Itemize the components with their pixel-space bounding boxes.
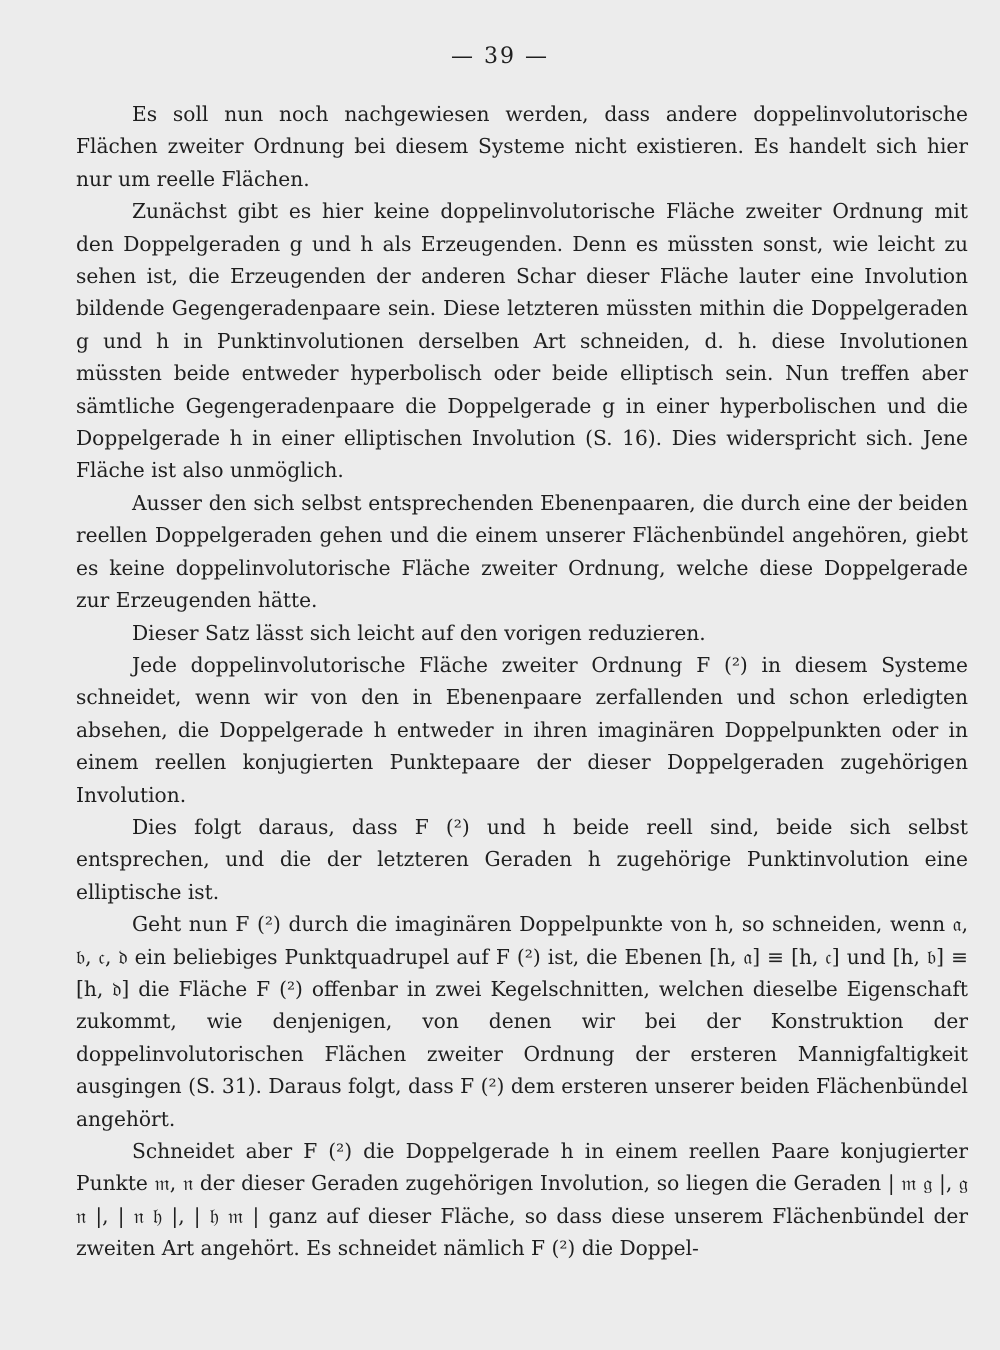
page-number: — 39 — bbox=[451, 44, 549, 69]
paragraph-7: Geht nun F (²) durch die imaginären Doppelpunkte von h, so schneiden, wenn 𝔞, 𝔟, 𝔠, 𝔡 ein beliebiges Punktquadrupel auf F (²) ist, die Ebenen [h, 𝔞] ≡ [h, 𝔠] und [h, 𝔟] ≡ [h, 𝔡] die Fläche F (²) offenbar in zwei Kegelschnitten, welchen dieselbe Eigenschaft zukommt, wie denjenigen, von denen wir bei der Konstruktion der doppelinvolutorischen Flächen zweiter Ordnung der ersteren Mannigfaltigkeit ausgingen (S. 31). Daraus folgt, dass F (²) dem ersteren unserer beiden Flächenbündel angehört. bbox=[76, 912, 968, 1131]
paragraph-8: Schneidet aber F (²) die Doppelgerade h in einem reellen Paare konjugierter Punkte 𝔪, 𝔫 der dieser Geraden zugehörigen Involution, so liegen die Geraden | 𝔪 𝔤 |, 𝔤 𝔫 |, | 𝔫 𝔥 |, | 𝔥 𝔪 | ganz auf dieser Fläche, so dass diese unserem Flächenbündel der zweiten Art angehört. Es schneidet nämlich F (²) die Doppel- bbox=[76, 1139, 968, 1261]
paragraph-5: Jede doppelinvolutorische Fläche zweiter Ordnung F (²) in diesem Systeme schneidet, wenn wir von den in Ebenenpaare zerfallenden und schon erledigten absehen, die Doppelgerade h entweder in ihren imaginären Doppelpunkten oder in einem reellen konjugierten Punktepaare der dieser Doppelgeraden zugehörigen Involution. bbox=[76, 652, 968, 807]
paragraph-6: Dies folgt daraus, dass F (²) und h beide reell sind, beide sich selbst entsprechen, und die der letzteren Geraden h zugehörige Punktinvolution eine elliptische ist. bbox=[76, 814, 968, 904]
body-text bbox=[76, 98, 968, 1265]
paragraph-2: Zunächst gibt es hier keine doppelinvolutorische Fläche zweiter Ordnung mit den Doppelgeraden g und h als Erzeugenden. Denn es müssten sonst, wie leicht zu sehen ist, die Erzeugenden der anderen Schar dieser Fläche lauter eine Involution bildende Gegengeradenpaare sein. Diese letzteren müssten mithin die Doppelgeraden g und h in Punktinvolutionen derselben Art schneiden, d. h. diese Involutionen müssten beide entweder hyperbolisch oder beide elliptisch sein. Nun treffen aber sämtliche Gegengeradenpaare die Doppelgerade g in einer hyperbolischen und die Doppelgerade h in einer elliptischen Involution (S. 16). Dies widerspricht sich. Jene Fläche ist also unmöglich. bbox=[76, 199, 968, 483]
paragraph-1: Es soll nun noch nachgewiesen werden, dass andere doppelinvolutorische Flächen zweiter Ordnung bei diesem Systeme nicht existieren. Es handelt sich hier nur um reelle Flächen. bbox=[76, 102, 968, 191]
paragraph-4: Dieser Satz lässt sich leicht auf den vorigen reduzieren. bbox=[132, 620, 706, 645]
paragraph-3: Ausser den sich selbst entsprechenden Ebenenpaaren, die durch eine der beiden reellen Doppelgeraden gehen und die einem unserer Flächenbündel angehören, giebt es keine doppelinvolutorische Fläche zweiter Ordnung, welche diese Doppelgerade zur Erzeugenden hätte. bbox=[76, 490, 968, 613]
